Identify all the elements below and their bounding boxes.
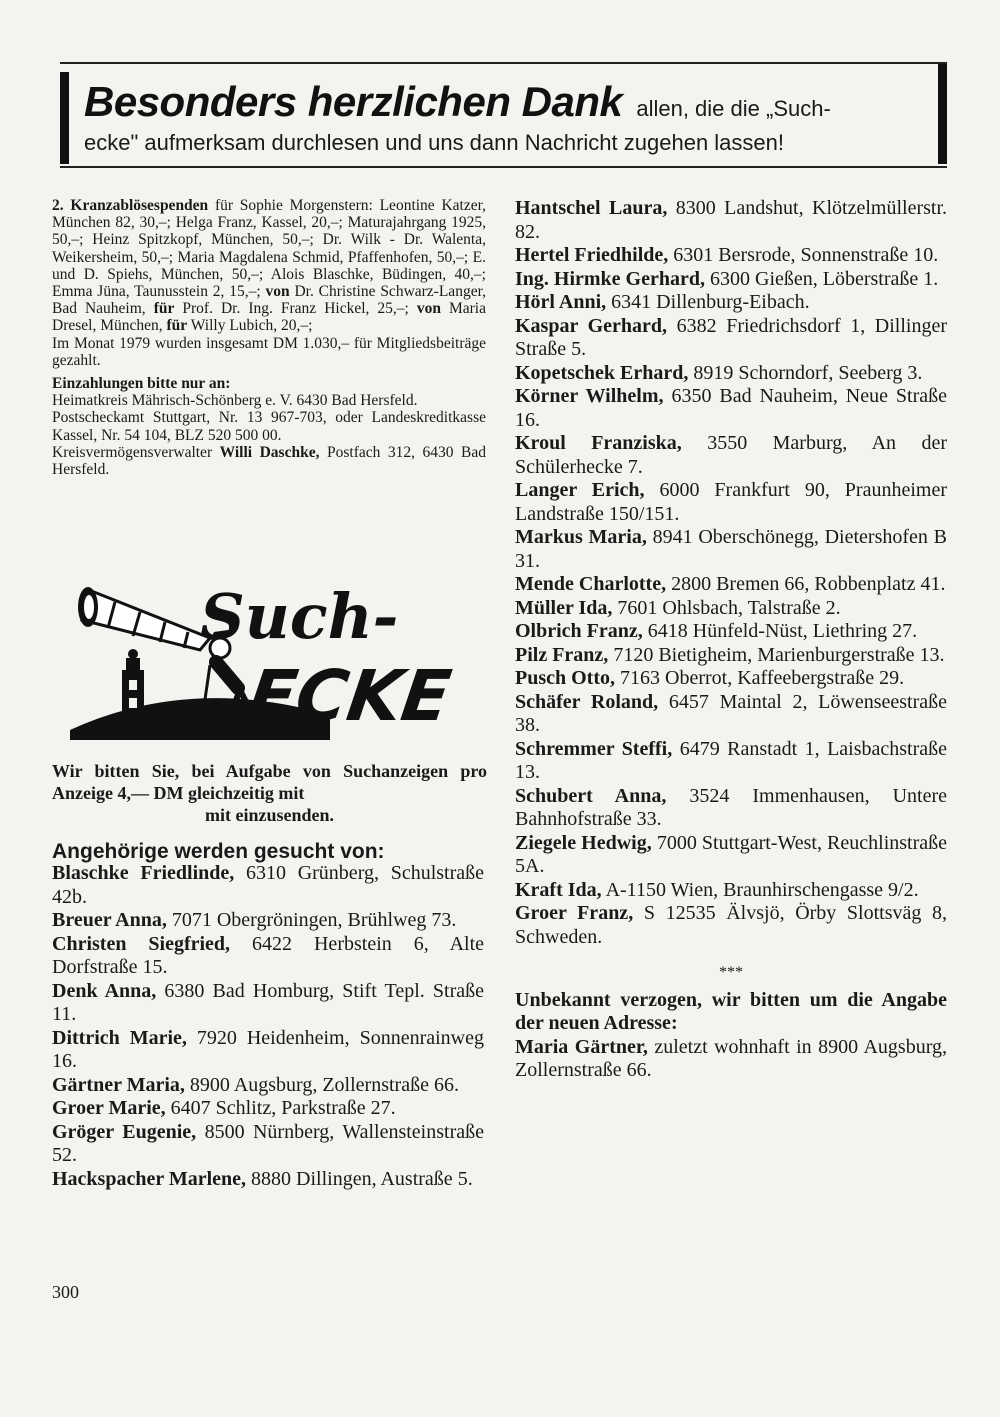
list-item xyxy=(52,933,484,980)
entry-address: 8919 Schorndorf, Seeberg 3. xyxy=(693,361,923,384)
donations-text-1: Leontine Katzer, München 82, 30,–; Helga Franz, Kassel, 20,–; Maturajahrgang 1925, 50,–; Heinz Spitzkopf, München, 50,–; Dr. Wilk - Dr. Walenta, Weikersheim, 50,–; Maria Magdalena Schmid, Pfaffenhofen, 50,–; E. und D. Spiehs, München, 50,–; Alois Blaschke, Büdingen, 40,–; Emma Jüna, Taunusstein 2, 15,–; xyxy=(52,197,486,301)
donations-block xyxy=(52,197,486,478)
banner-right-bar xyxy=(938,64,947,164)
entry-address: 6479 Ranstadt 1, Laisbachstraße 13. xyxy=(515,737,948,783)
thanks-banner xyxy=(60,62,947,168)
entry-address: 6350 Bad Nauheim, Neue Straße 16. xyxy=(515,385,947,431)
list-item xyxy=(52,980,484,1027)
such-ecke-logo xyxy=(70,580,470,760)
entry-name: Groer Franz, xyxy=(515,902,634,924)
entry-name: Pilz Franz, xyxy=(515,643,609,666)
entry-address: 8880 Dillingen, Austraße 5. xyxy=(251,1167,473,1190)
entry-address: 3524 Immenhausen, Untere Bahnhofstraße 33. xyxy=(515,784,947,830)
list-item xyxy=(52,1027,484,1074)
entry-name: Langer Erich, xyxy=(515,479,645,501)
entry-address: 8500 Nürnberg, Wallensteinstraße 52. xyxy=(52,1120,484,1166)
donations-month: Im Monat 1979 wurden insgesamt DM 1.030,– für Mitgliedsbeiträge gezahlt. xyxy=(52,334,486,369)
list-item xyxy=(515,362,947,386)
separator-stars: *** xyxy=(719,964,743,981)
payment-heading: Einzahlungen bitte nur an: xyxy=(52,375,231,393)
entry-name: Groer Marie, xyxy=(52,1097,166,1119)
list-item xyxy=(515,620,947,644)
donations-von-2: von xyxy=(416,300,441,318)
ad-fee-notice xyxy=(52,760,487,826)
list-item xyxy=(515,644,947,668)
list-item xyxy=(515,479,947,526)
banner-headline: Besonders herzlichen Dank xyxy=(84,78,623,125)
payment-3a: Kreisvermögensverwalter xyxy=(52,443,213,461)
list-item xyxy=(515,597,947,621)
banner-line-1 xyxy=(84,78,831,126)
donations-heading: 2. Kranzablösespenden xyxy=(52,197,209,214)
list-item xyxy=(515,315,947,362)
list-item xyxy=(515,573,947,597)
list-item xyxy=(52,909,484,933)
list-item xyxy=(52,1168,484,1192)
entry-name: Hertel Friedhilde, xyxy=(515,244,669,266)
entry-name: Hörl Anni, xyxy=(515,291,607,313)
entry-name: Gröger Eugenie, xyxy=(52,1120,197,1143)
notice-line-1: Wir bitten Sie, bei Aufgabe von Suchanzeigen pro Anzeige 4,— DM gleichzeitig mit xyxy=(52,761,487,803)
logo-word-ecke: ECKE xyxy=(242,655,456,737)
list-item xyxy=(515,385,947,432)
entry-address: 3550 Marburg, An der Schülerhecke 7. xyxy=(515,432,947,478)
entry-address: 6310 Grünberg, Schulstraße 42b. xyxy=(52,862,485,908)
entry-name: Christen Siegfried, xyxy=(52,932,231,955)
entry-address: 6422 Herbstein 6, Alte Dorfstraße 15. xyxy=(52,932,485,978)
logo-word-such: Such- xyxy=(200,580,399,653)
entry-name: Denk Anna, xyxy=(52,979,157,1002)
list-item xyxy=(515,197,947,244)
payment-3c: Postfach 312, 6430 Bad Hersfeld. xyxy=(52,443,487,479)
moved-heading xyxy=(515,989,947,1036)
list-item xyxy=(515,526,947,573)
entry-name: Schubert Anna, xyxy=(515,784,667,807)
entry-address: 6341 Dillenburg-Eibach. xyxy=(611,291,810,313)
payment-3b: Willi Daschke, xyxy=(219,443,320,461)
entry-name: Hantschel Laura, xyxy=(515,197,668,219)
entry-name: Blaschke Friedlinde, xyxy=(52,862,235,884)
entry-address: A-1150 Wien, Braunhirschengasse 9/2. xyxy=(605,878,919,901)
list-item xyxy=(515,879,947,903)
entry-address: 8941 Oberschönegg, Dietershofen B 31. xyxy=(515,526,947,572)
notice-line-2: mit einzusenden. xyxy=(204,805,334,825)
entry-name: Kopetschek Erhard, xyxy=(515,361,689,384)
entry-name: Maria Gärtner, xyxy=(515,1035,648,1058)
entry-address: 6000 Frankfurt 90, Praunheimer Landstraße 150/151. xyxy=(515,479,947,525)
entry-name: Kaspar Gerhard, xyxy=(515,314,668,337)
entry-name: Müller Ida, xyxy=(515,596,613,619)
list-item xyxy=(515,291,947,315)
entry-name: Gärtner Maria, xyxy=(52,1073,185,1096)
donations-fuer-2: für xyxy=(166,317,188,335)
list-item xyxy=(515,432,947,479)
list-item xyxy=(52,1074,484,1098)
entry-name: Kroul Franziska, xyxy=(515,432,682,454)
banner-line-2: ecke" aufmerksam durchlesen und uns dann Nachricht zugehen lassen! xyxy=(84,130,784,155)
entry-name: Hackspacher Marlene, xyxy=(52,1167,247,1190)
entry-address: 6301 Bersrode, Sonnenstraße 10. xyxy=(673,244,939,266)
payment-line-3 xyxy=(52,444,486,478)
entry-name: Schäfer Roland, xyxy=(515,690,659,713)
entry-address: 6380 Bad Homburg, Stift Tepl. Straße 11. xyxy=(52,979,484,1025)
telescope-icon xyxy=(78,587,210,650)
entry-address: 7920 Heidenheim, Sonnenrainweg 16. xyxy=(52,1026,484,1072)
entry-address: 6300 Gießen, Löberstraße 1. xyxy=(710,267,939,290)
entry-address: 6457 Maintal 2, Löwenseestraße 38. xyxy=(515,690,948,736)
banner-text-1: allen, die die „Such- xyxy=(636,96,831,121)
donations-text-5: Willy Lubich, 20,–; xyxy=(190,317,313,335)
list-item xyxy=(52,1097,484,1121)
entry-address: 7000 Stuttgart-West, Reuchlinstraße 5A. xyxy=(515,831,948,877)
entry-address: S 12535 Älvsjö, Örby Slottsväg 8, Schweden. xyxy=(515,902,948,948)
page-number: 300 xyxy=(52,1282,79,1302)
donations-heading-rest: für Sophie Morgenstern: xyxy=(214,197,373,214)
list-item xyxy=(515,691,947,738)
list-item xyxy=(515,244,947,268)
list-item xyxy=(515,667,947,691)
entry-address: 7163 Oberrot, Kaffeebergstraße 29. xyxy=(620,667,905,689)
entry-name: Ziegele Hedwig, xyxy=(515,831,652,854)
banner-left-bar xyxy=(60,72,69,164)
list-item xyxy=(515,268,947,292)
entry-name: Olbrich Franz, xyxy=(515,620,643,642)
left-entries-list xyxy=(52,862,484,1191)
entry-address: 6418 Hünfeld-Nüst, Liethring 27. xyxy=(647,620,918,642)
donations-fuer-1: für xyxy=(153,300,175,318)
right-entries-list xyxy=(515,197,947,1083)
entry-name: Dittrich Marie, xyxy=(52,1026,187,1049)
entry-name: Kraft Ida, xyxy=(515,878,602,901)
list-item xyxy=(52,862,484,909)
entry-address: 7601 Ohlsbach, Talstraße 2. xyxy=(617,596,841,619)
payment-line-2: Postscheckamt Stuttgart, Nr. 13 967-703, oder Landeskreditkasse Kassel, Nr. 54 104, BLZ 520 500 00. xyxy=(52,409,486,444)
entry-name: Pusch Otto, xyxy=(515,667,615,689)
entry-name: Mende Charlotte, xyxy=(515,573,667,595)
entry-address: 6382 Friedrichsdorf 1, Dillinger Straße 5. xyxy=(515,314,948,360)
list-item xyxy=(52,1121,484,1168)
payment-line-1: Heimatkreis Mährisch-Schönberg e. V. 6430 Bad Hersfeld. xyxy=(52,392,418,410)
list-item xyxy=(515,832,947,879)
donations-text-2: Dr. Christine Schwarz-Langer, Bad Nauheim, xyxy=(52,283,486,318)
entry-address: 8900 Augsburg, Zollernstraße 66. xyxy=(189,1073,459,1096)
list-item xyxy=(515,902,947,949)
donations-von-1: von xyxy=(265,283,290,301)
wanted-heading: Angehörige werden gesucht von: xyxy=(52,840,385,863)
entry-address: 6407 Schlitz, Parkstraße 27. xyxy=(170,1097,396,1119)
donations-paragraph xyxy=(52,197,486,335)
list-item xyxy=(515,738,947,785)
entry-name: Breuer Anna, xyxy=(52,909,167,931)
entry-address: 8300 Landshut, Klötzelmüllerstr. 82. xyxy=(515,197,947,243)
list-item xyxy=(515,785,947,832)
moved-heading-text: Unbekannt verzogen, wir bitten um die Angabe der neuen Adresse: xyxy=(515,988,947,1034)
entry-name: Schremmer Steffi, xyxy=(515,737,673,760)
logo-tower-icon xyxy=(122,649,144,725)
entry-address: 7120 Bietigheim, Marienburgerstraße 13. xyxy=(613,643,945,666)
entry-name: Körner Wilhelm, xyxy=(515,385,664,407)
entry-address: 7071 Obergröningen, Brühlweg 73. xyxy=(171,909,457,931)
entry-address: 2800 Bremen 66, Robbenplatz 41. xyxy=(671,573,946,595)
entry-name: Ing. Hirmke Gerhard, xyxy=(515,267,705,290)
entry-address: zuletzt wohnhaft in 8900 Augsburg, Zollernstraße 66. xyxy=(515,1035,947,1081)
moved-entry xyxy=(515,1036,947,1083)
donations-text-4: Maria Dresel, München, xyxy=(52,300,486,335)
entry-name: Markus Maria, xyxy=(515,526,647,548)
donations-text-3: Prof. Dr. Ing. Franz Hickel, 25,–; xyxy=(182,300,409,318)
